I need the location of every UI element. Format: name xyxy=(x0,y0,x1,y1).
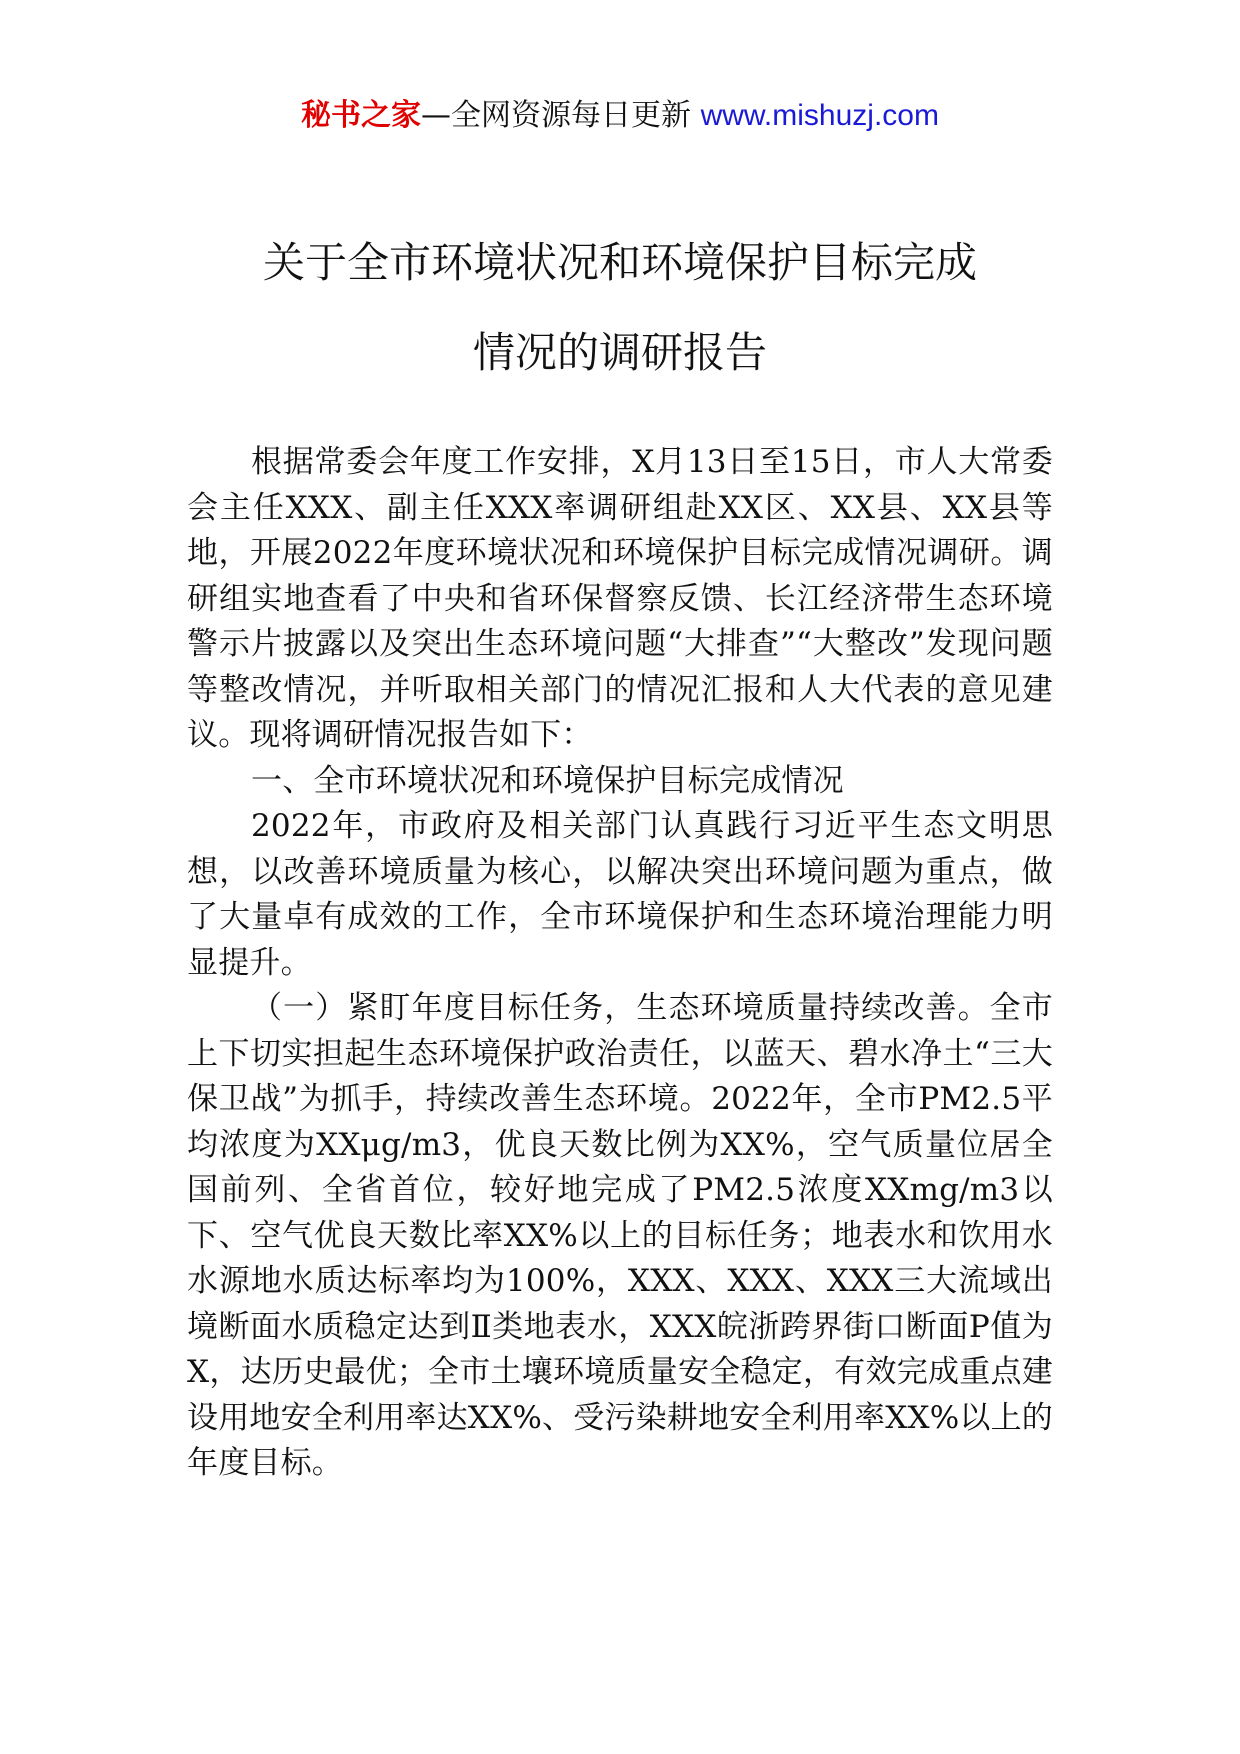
document-body xyxy=(187,440,1053,1487)
title-line-2: 情况的调研报告 xyxy=(472,328,767,377)
section-1-paragraph: 2022年，市政府及相关部门认真践行习近平生态文明思想，以改善环境质量为核心，以解决突出环境问题为重点，做了大量卓有成效的工作，全市环境保护和生态环境治理能力明显提升。 xyxy=(187,808,1053,981)
site-url-link[interactable]: www.mishuzj.com xyxy=(700,99,939,132)
subsection-1-paragraph: （一）紧盯年度目标任务，生态环境质量持续改善。全市上下切实担起生态环境保护政治责任，以蓝天、碧水净土“三大保卫战”为抓手，持续改善生态环境。2022年，全市PM2.5平均浓度为XXμg/m3，优良天数比例为XX%，空气质量位居全国前列、全省首位，较好地完成了PM2.5浓度XXmg/m3以下、空气优良天数比率XX%以上的目标任务；地表水和饮用水水源地水质达标率均为100%，XXX、XXX、XXX三大流域出境断面水质稳定达到Ⅱ类地表水，XXX皖浙跨界街口断面P值为X，达历史最优；全市土壤环境质量安全稳定，有效完成重点建设用地安全利用率达XX%、受污染耕地安全利用率XX%以上的年度目标。 xyxy=(187,990,1053,1481)
document-title xyxy=(0,218,1240,398)
section-1-heading: 一、全市环境状况和环境保护目标完成情况 xyxy=(251,762,844,799)
site-header xyxy=(0,96,1240,136)
title-line-1: 关于全市环境状况和环境保护目标完成 xyxy=(262,238,977,287)
intro-paragraph: 根据常委会年度工作安排，X月13日至15日，市人大常委会主任XXX、副主任XXX率调研组赴XX区、XX县、XX县等地，开展2022年度环境状况和环境保护目标完成情况调研。调研组实地查看了中央和省环保督察反馈、长江经济带生态环境警示片披露以及突出生态环境问题“大排查”“大整改”发现问题等整改情况，并听取相关部门的情况汇报和人大代表的意见建议。现将调研情况报告如下： xyxy=(187,444,1053,753)
brand-name: 秘书之家 xyxy=(301,98,422,133)
header-tagline: —全网资源每日更新 xyxy=(421,98,701,133)
